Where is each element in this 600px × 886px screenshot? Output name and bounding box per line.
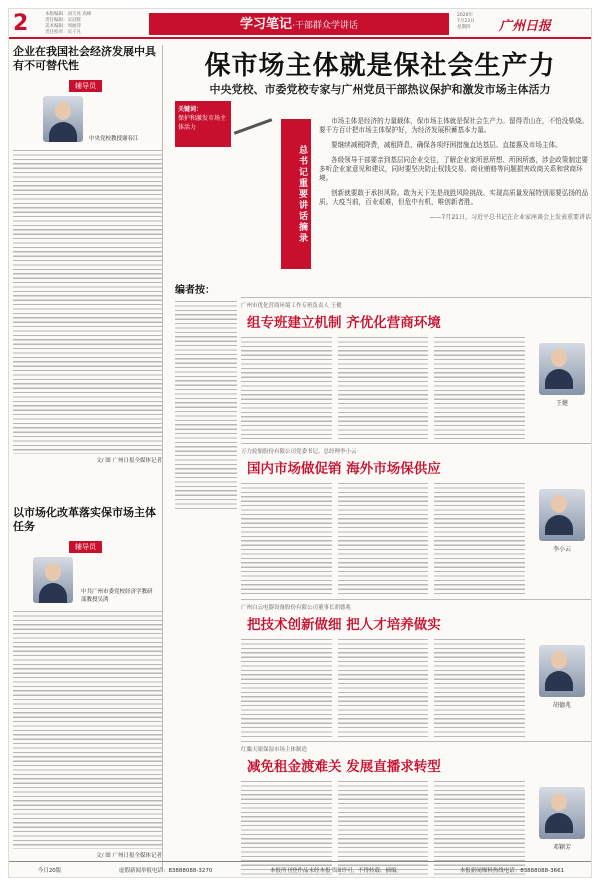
interviewee [531,335,592,439]
tutor-label: 辅导员 [69,541,102,553]
footer-item: 今日20版 [37,867,62,874]
article2-title: 以市场化改革落实保市场主体任务 [13,506,156,533]
tutor1-caption: 中央党校教授谢春江 [89,136,139,142]
section-source: 万力轮胎股份有限公司党委书记、总经理李小云 [241,449,357,455]
interviewee [531,481,592,595]
footer-item: 本报新闻爆料热线电话：83888088-3661 [459,867,565,874]
section-subtitle: ·干部群众学讲话 [292,21,358,31]
footer-item: 虚假新闻举报电话：83888088-3270 [118,867,213,874]
section-body [338,481,429,595]
quote-paragraph: 市场主体是经济的力量载体，保市场主体就是保社会生产力。留得青山在，不怕没柴烧。要千方百计把市场主体保护好，为经济发展积蓄基本力量。 [319,117,589,134]
interview-section [241,443,592,595]
article1-body [13,148,162,454]
main-headline: 保市场主体就是保社会生产力 [204,51,556,81]
editor-note [175,281,237,509]
quote-paragraph: 创新就要敢于承担风险。敢为天下先是战胜风险挑战、实现高质量发展特别需要弘扬的品质。大疫当前，百业艰难，但危中有机，唯创新者胜。 [319,189,589,206]
section-headline: 减免租金渡难关 发展直播求转型 [247,759,441,775]
newspaper-page [8,8,592,878]
section-body [338,637,429,737]
section-headline: 把技术创新做细 把人才培养做实 [247,617,441,633]
interviewee [531,637,592,737]
footer-item: 本报所刊登作品未经本报书面许可，不得转载、摘编。 [270,867,403,874]
interview-section [241,741,592,878]
interviewee-name: 王健 [556,400,569,407]
article1-title: 企业在我国社会经济发展中具有不可替代性 [13,45,156,72]
speech-excerpts [319,117,591,222]
interviewee-photo [539,489,585,541]
section-body [241,335,332,439]
section-body [241,481,332,595]
left-column [13,45,163,871]
tutor2-caption: 中共广州市委党校经济学教研部教授吴鸿 [81,589,153,603]
main-subheadline: 中央党校、市委党校专家与广州党员干部热议保护和激发市场主体活力 [209,83,551,96]
section-band [149,13,449,35]
quote-attribution: ——7月21日，习近平总书记在企业家座谈会上发表重要讲话 [429,214,591,221]
section-source: 红麋天眼保湿市场主体制造 [241,747,308,753]
section-source: 广州白云电器设备股份有限公司董事长胡德兆 [241,605,352,611]
interview-sections [241,297,592,878]
section-title: 学习笔记 [240,17,293,32]
tutor-label: 辅导员 [69,80,102,92]
section-headline: 国内市场做促销 海外市场保供应 [247,461,441,477]
speech-excerpt-stamp: 总书记重要讲话摘录 [281,119,311,269]
keyword-box: 关键词： 保护和激发市场主体活力 [175,101,231,147]
keyword-text: 保护和激发市场主体活力 [178,115,227,131]
interviewee-photo [539,343,585,395]
editor-note-body [175,299,237,509]
section-body [434,481,525,595]
interviewee-photo [539,645,585,697]
section-source: 广州市优化营商环境工作专班负责人 王健 [241,303,342,309]
tutor1-photo [43,96,83,142]
page-number: 2 [13,11,29,36]
interviewee-name: 胡德兆 [553,702,572,709]
interviewee-name: 李小云 [553,546,572,553]
interview-section [241,297,592,439]
newspaper-logo: 广州日报 [499,19,552,34]
section-body [434,335,525,439]
article2-body [13,609,162,849]
interviewee-photo [539,787,585,839]
quote-paragraph: 各级领导干部要亲到基层同企业交往，了解企业家所思所想、所困所惑，涉企政策制定要多听企业家意见和建议，同时要坚决防止权钱交易、商业贿赂等问题损害政商关系和营商环境。 [319,156,589,182]
pen-icon [234,118,273,134]
tutor2-photo [33,557,73,603]
page-header [9,9,592,39]
section-body [434,637,525,737]
article2-byline: 文/ 图 广州日报全媒体记者 [96,853,162,859]
editor-credits: 本版编辑：刘天亮 高峰 责任编辑：吴冠辉 美术编辑：周丽萍 责任校对：吴子凡 [45,12,92,35]
section-body [241,637,332,737]
article1-byline: 文/ 图 广州日报全媒体记者 [96,458,162,464]
section-body [338,335,429,439]
editor-note-label: 编者按： [175,285,215,296]
interviewee-name: 邓颖芳 [553,844,572,851]
section-headline: 组专班建立机制 齐优化营商环境 [247,315,441,331]
issue-date: 2020年 7月23日 星期四 [457,13,475,30]
quote-paragraph: 要继续减税降费，减租降息，确保各项纾困措施直达基层、直接惠及市场主体。 [331,141,562,149]
page-footer [9,861,592,877]
interview-section [241,599,592,737]
